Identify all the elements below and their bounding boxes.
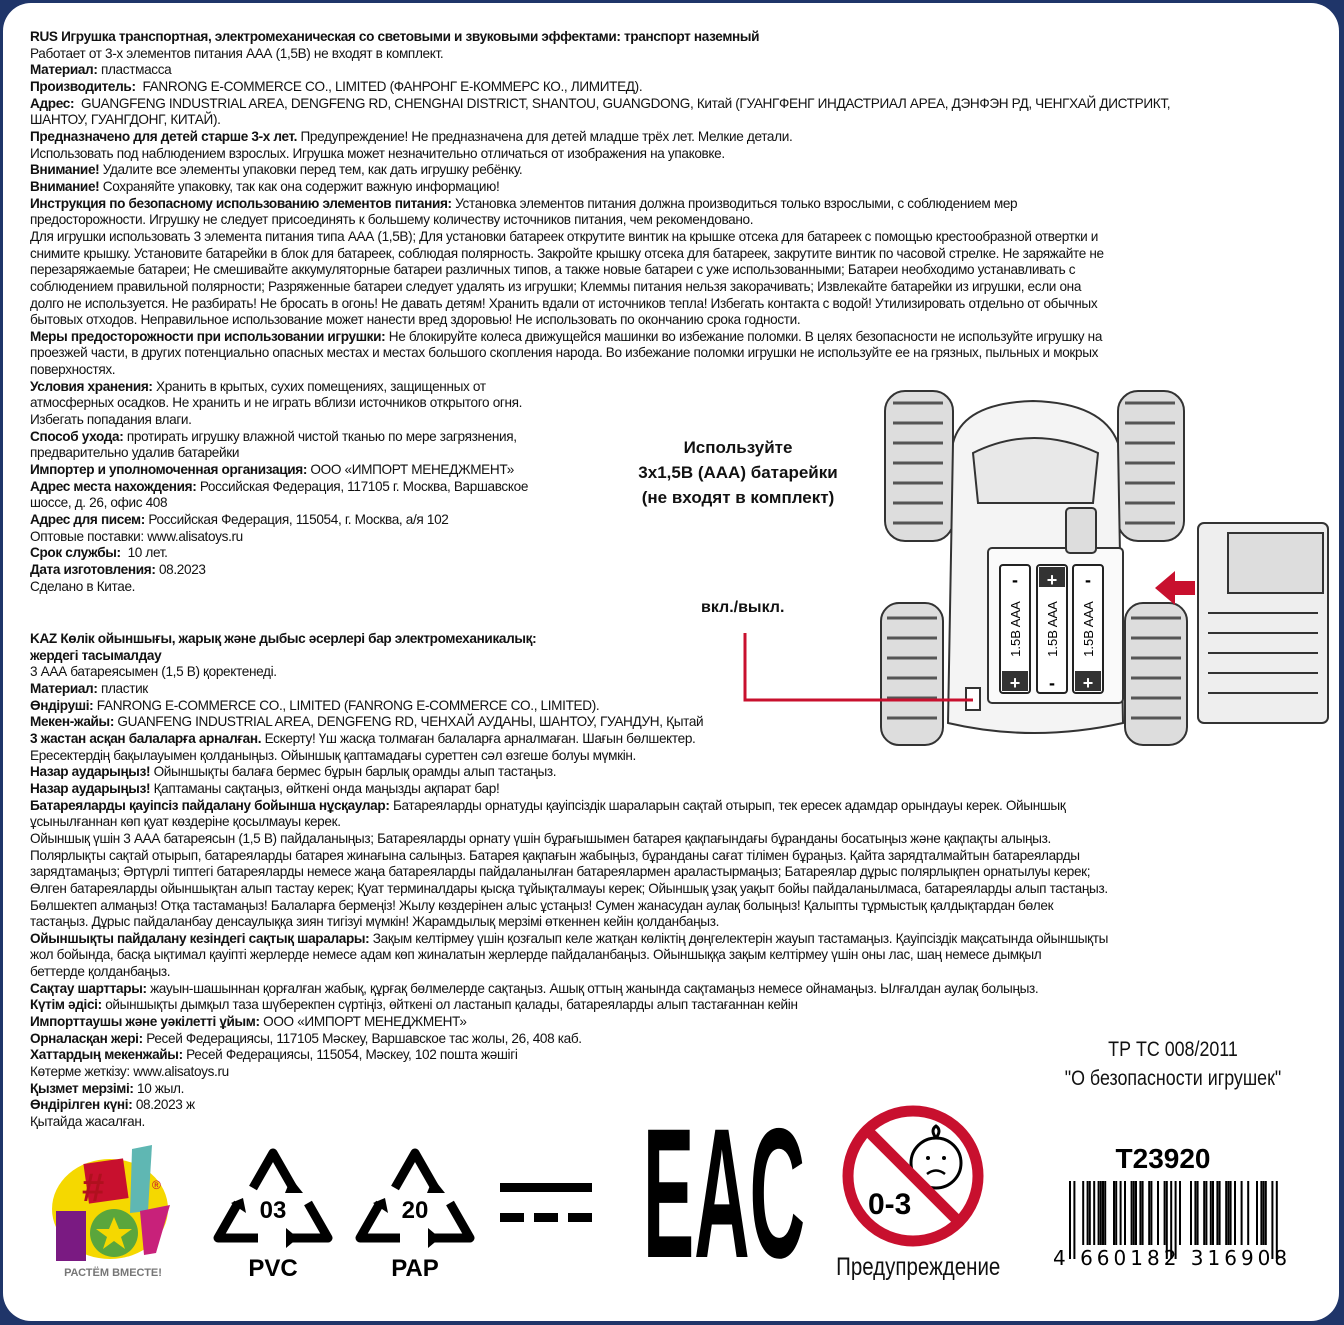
- barcode-bar: [1157, 1181, 1159, 1245]
- text-line-regular: долго не используется. Не разбирать! Не бросать в огонь! Не давать детям! Хранить вдали от источников тепла! Избегать контакта с водой! Утилизировать отдельно от обычных: [30, 295, 1098, 311]
- text-line-bold: Өндіруші:: [30, 697, 94, 713]
- article-number: T23920: [1115, 1143, 1211, 1174]
- text-line-regular: пластмасса: [97, 62, 172, 78]
- recycle-icon: [218, 1153, 328, 1248]
- barcode-bar: [1124, 1181, 1126, 1245]
- text-line-bold: Қызмет мерзімі:: [30, 1080, 134, 1096]
- tire-icon: [881, 603, 943, 745]
- text-line-bold: Сақтау шарттары:: [30, 980, 147, 996]
- barcode-bar: [1260, 1181, 1262, 1245]
- barcode-bar: [1133, 1181, 1135, 1245]
- text-line-regular: предварительно удалив батарейки: [30, 445, 240, 461]
- battery-label: 1.5B AAA: [1045, 601, 1060, 657]
- text-line-bold: Өндірілген күні:: [30, 1097, 133, 1113]
- text-line-bold: Меры предосторожности при использовании игрушки:: [30, 328, 386, 344]
- barcode-bar: [1230, 1181, 1232, 1245]
- text-line-regular: тастаңыз. Дұрыс пайдаланбау денсаулыққа зиян тигізуі мүмкін! Жарамдылық мерзімі өткеннен кейін қолданбаңыз.: [30, 914, 720, 930]
- barcode-bar: [1115, 1181, 1117, 1245]
- polarity-mark: -: [1012, 570, 1018, 590]
- text-line-regular: Использовать под наблюдением взрослых. Игрушка может незначительно отличаться от изображения на упаковке.: [30, 145, 725, 161]
- text-line-regular: перезаряжаемые батареи; Не смешивайте аккумуляторные батареи различных типов, а также новые батареи с уже использованными; Батареи необходимо устанавливать с: [30, 262, 1076, 278]
- text-line-regular: Ойыншық үшін 3 ААА батареясын (1,5 В) пайдаланыңыз; Батареяларды орнату үшін бұрағышымен батарея қақпағындағы бұранданы босатыңыз және қақпақты алыңыз.: [30, 830, 1051, 846]
- battery-label: 1.5B AAA: [1008, 601, 1023, 657]
- text-line-regular: предосторожности. Игрушку не следует присоединять к большему количеству источников питания, чем рекомендовано.: [30, 212, 754, 228]
- text-line-regular: Полярлықты сақтай отырып, батареяларды батарея жинағына салыңыз. Батарея қақпағын жабыңыз, бұранданы сағат тілімен бұраңыз. Қайта зарядталмайтын батареяларды: [30, 847, 1080, 863]
- barcode-bar: [1219, 1181, 1221, 1245]
- tire-icon: [1118, 391, 1184, 541]
- text-line-bold: Предназначено для детей старше 3-х лет.: [30, 128, 298, 144]
- text-line-regular: Сделано в Китае.: [30, 578, 136, 594]
- text-line-bold: Условия хранения:: [30, 378, 153, 394]
- text-line-regular: Ресей Федерациясы, 117105 Мәскеу, Варшавское тас жолы, 26, 408 каб.: [142, 1030, 582, 1046]
- text-line-bold: Мекен-жайы:: [30, 714, 114, 730]
- text-line-bold: Внимание!: [30, 178, 100, 194]
- standard-reference: [1046, 1035, 1301, 1093]
- text-line-bold: Импортер и уполномоченная организация:: [30, 462, 307, 478]
- text-line-regular: Қаптаманы сақтаңыз, өйткені онда маңызды ақпарат бар!: [150, 780, 500, 796]
- barcode-bar: [1205, 1181, 1207, 1245]
- barcode-bar: [1179, 1181, 1181, 1245]
- barcode-bar: [1197, 1181, 1199, 1245]
- text-line-regular: 10 лет.: [120, 545, 168, 561]
- text-line-regular: проезжей части, в других потенциально опасных местах и местах большого скопления народа. Во избежание поломки игрушки не используйте ее на грязных, пыльных и мокрых: [30, 345, 1099, 361]
- text-line-regular: поверхностях.: [30, 362, 116, 378]
- barcode-bar: [1241, 1181, 1243, 1245]
- recycle-code: 03: [259, 1197, 287, 1224]
- barcode-bar: [1087, 1181, 1089, 1245]
- text-line-regular: Российская Федерация, 117105 г. Москва, Варшавское: [196, 478, 529, 494]
- barcode-bar: [1148, 1181, 1150, 1245]
- text-line-regular: Российская Федерация, 115054, г. Москва, а/я 102: [144, 512, 449, 528]
- battery-icon: [1073, 565, 1103, 693]
- tire-icon: [1125, 603, 1187, 745]
- barcode-bar: [1256, 1181, 1258, 1245]
- recycle-icons: [213, 1143, 543, 1263]
- text-line-regular: атмосферных осадков. Не хранить и не играть вблизи источников открытого огня.: [30, 395, 523, 411]
- text-line-regular: Установка элементов питания должна производиться только взрослыми, с соблюдением мер: [451, 195, 1018, 211]
- barcode-bar: [1234, 1181, 1236, 1245]
- barcode-bar: [1120, 1181, 1122, 1245]
- barcode-bar: [1100, 1181, 1102, 1245]
- barcode-bar: [1135, 1181, 1137, 1245]
- text-line-regular: Предупреждение! Не предназначена для детей младше трёх лет. Мелкие детали.: [297, 128, 793, 144]
- text-line-regular: ұсынылғаннан көп қуат көздеріне қосылмауы керек.: [30, 814, 341, 830]
- text-line-bold: Батареяларды қауіпсіз пайдалану бойынша нұсқаулар:: [30, 797, 390, 813]
- barcode-bar: [1131, 1181, 1133, 1245]
- barcode-bar: [1265, 1181, 1267, 1245]
- age-warning-label: Предупреждение: [836, 1253, 1001, 1281]
- barcode-bar: [1082, 1181, 1084, 1245]
- svg-text:®: ®: [152, 1178, 161, 1192]
- barcode-bar: [1150, 1181, 1152, 1245]
- text-line-bold: Орналасқан жері:: [30, 1030, 143, 1046]
- text-line-bold: Назар аударыңыз!: [30, 780, 151, 796]
- barcode-bar: [1142, 1181, 1144, 1245]
- text-line-regular: 10 жыл.: [133, 1080, 185, 1096]
- age-restriction-icon: [838, 1101, 988, 1251]
- barcode-bar: [1190, 1181, 1192, 1245]
- svg-text:#: #: [82, 1166, 105, 1210]
- barcode-bar: [1212, 1181, 1214, 1245]
- barcode-bar: [1098, 1181, 1100, 1245]
- text-line-bold: Адрес места нахождения:: [30, 478, 197, 494]
- text-line-bold: Материал:: [30, 680, 98, 696]
- text-line-bold: KAZ Көлік ойыншығы, жарық және дыбыс әсерлері бар электромеханикалық:: [30, 631, 537, 646]
- barcode-bar: [1164, 1181, 1166, 1245]
- age-range-text: 0-3: [868, 1188, 912, 1221]
- text-line-regular: бытовых отходов. Неправильное использование может нанести вред здоровью! Не использовать по окончанию срока годности.: [30, 312, 801, 328]
- text-line-regular: Работает от 3-х элементов питания ААА (1,5В) не входят в комплект.: [30, 45, 444, 61]
- recycle-code: 20: [401, 1197, 429, 1224]
- text-line-regular: беттерде қолданбаңыз.: [30, 964, 171, 980]
- barcode-bar: [1104, 1181, 1106, 1245]
- text-line-bold: Материал:: [30, 62, 98, 78]
- text-line-regular: GUANGFENG INDUSTRIAL AREA, DENGFENG RD, CHENGHAI DISTRICT, SHANTOU, GUANGDONG, Китай (ГУАНГФЕНГ ИНДАСТРИАЛ АРЕА, ДЭНФЭН РД, ЧЕНГХАЙ ДИСТРИКТ,: [74, 95, 1171, 111]
- standard-code: ТР ТС 008/2011: [1108, 1038, 1238, 1061]
- text-line-regular: соблюдением правильной полярности; Разряженные батареи следует удалять из игрушки; Клеммы питания нельзя закорачивать; Извлекайте батарейки из игрушки, если она: [30, 278, 1082, 294]
- barcode-bar: [1093, 1181, 1095, 1245]
- text-line-regular: Зақым келтірмеу үшін қозғалып келе жатқан көліктің дөңгелектерін жауып тастамаңыз. Қауіпсіздік мақсатында ойыншықты: [369, 930, 1109, 946]
- switch-label: вкл./выкл.: [701, 599, 785, 616]
- eac-mark-icon: [641, 1089, 811, 1297]
- logo-slogan: РАСТЁМ ВМЕСТЕ!: [64, 1267, 162, 1279]
- text-line-regular: Ресей Федерациясы, 115054, Мәскеу, 102 пошта жәшігі: [182, 1047, 518, 1063]
- polarity-mark: +: [1009, 673, 1021, 693]
- text-line-bold: Күтім әдісі:: [30, 997, 102, 1013]
- text-line-bold: 3 жастан асқан балаларға арналған.: [30, 730, 262, 746]
- battery-icon: [1037, 565, 1067, 693]
- text-line-regular: Для игрушки использовать 3 элемента питания типа ААА (1,5В); Для установки батареек открутите винтик на крышке отсека для батареек с помощью крестообразной отвертки и: [30, 228, 1099, 244]
- text-line-regular: зарядтамаңыз; Әртүрлі типтегі батареяларды немесе жаңа батареяларды пайдаланылған батареялармен араластырмаңыз; Батареялар дұрыс полярлықпен орнатылуы керек;: [30, 864, 1091, 880]
- text-line-regular: Ойыншықты балаға бермес бұрын барлық орамды алып тастаңыз.: [150, 764, 557, 780]
- barcode-bar: [1194, 1181, 1196, 1245]
- barcode-bar: [1263, 1181, 1265, 1245]
- barcode-bar: [1139, 1181, 1141, 1245]
- text-line-bold: Назар аударыңыз!: [30, 764, 151, 780]
- text-line-regular: Көтерме жеткізу: www.alisatoys.ru: [30, 1064, 229, 1080]
- recycle-label-pap: PAP: [391, 1255, 439, 1282]
- text-line-regular: 3 ААА батареясымен (1,5 В) қоректенеді.: [30, 664, 277, 680]
- text-line-regular: Сохраняйте упаковку, так как она содержит важную информацию!: [99, 178, 500, 194]
- text-line-regular: снимите крышку. Установите батарейки в блок для батареек, соблюдая полярность. Закройте крышку отсека для батареек, закрутите винтик по часовой стрелке. Не заряжайте не: [30, 245, 1104, 261]
- text-line-bold: жердегі тасымалдау: [30, 647, 162, 663]
- arrow-left-icon: [1155, 571, 1195, 605]
- polarity-mark: -: [1049, 673, 1055, 693]
- text-line-regular: FANRONG E-COMMERCE CO., LIMITED (ФАНРОНГ Е-КОММЕРС КО., ЛИМИТЕД).: [135, 78, 643, 94]
- barcode-bar: [1113, 1181, 1115, 1245]
- text-line-bold: Внимание!: [30, 162, 100, 178]
- barcode-bar: [1216, 1181, 1218, 1245]
- text-line-regular: Батареяларды орнатуды қауіпсіздік шараларын сақтай отырып, тек ересек адамдар орындауы керек. Ойыншық: [389, 797, 1066, 813]
- text-line-regular: ООО «ИМПОРТ МЕНЕДЖМЕНТ»: [259, 1014, 467, 1030]
- barcode-bar: [1210, 1181, 1212, 1245]
- text-line-regular: Өлген батареяларды ойыншықтан алып тастау керек; Қуат терминалдары қысқа тұйықталмауы керек; Ойыншық ұзақ уақыт бойы пайдаланылмаса, батареяларды алып тастаңыз.: [30, 880, 1108, 896]
- barcode-bar: [1102, 1181, 1104, 1245]
- text-line-bold: Дата изготовления:: [30, 562, 156, 577]
- use-note-line: (не входят в комплект): [641, 488, 835, 507]
- battery-label: 1.5B AAA: [1081, 601, 1096, 657]
- text-line-bold: RUS Игрушка транспортная, электромеханическая со световыми и звуковыми эффектами: транспорт наземный: [30, 29, 760, 44]
- text-line-regular: пластик: [97, 680, 148, 696]
- text-line-regular: Ересектердің бақылауымен қолданыңыз. Ойыншық қаптамадағы суреттен сәл өзгеше болуы мүмкін.: [30, 747, 636, 763]
- text-line-regular: Избегать попадания влаги.: [30, 412, 192, 428]
- barcode-bar: [1089, 1181, 1091, 1245]
- text-line-regular: жауын-шашыннан қорғалған жабық, құрғақ бөлмелерде сақтаңыз. Ашық оттың жанында сақтамаңыз немесе ойнамаңыз. Ылғалдан аулақ болыңыз.: [146, 980, 1039, 996]
- barcode-bar: [1227, 1181, 1229, 1245]
- recycle-icon: [360, 1153, 470, 1248]
- text-line-bold: Адрес:: [30, 95, 75, 111]
- text-line-bold: Способ ухода:: [30, 428, 124, 444]
- recycle-label-pvc: PVC: [248, 1255, 298, 1282]
- polarity-mark: +: [1082, 673, 1094, 693]
- text-line-regular: Хранить в крытых, сухих помещениях, защищенных от: [152, 378, 486, 394]
- text-line-regular: ООО «ИМПОРТ МЕНЕДЖМЕНТ»: [307, 462, 514, 478]
- text-line-regular: ШАНТОУ, ГУАНГДОНГ, КИТАЙ).: [30, 112, 221, 128]
- brand-logo: [48, 1141, 178, 1266]
- text-line-regular: ойыншықты дымқыл таза шүберекпен сүртіңіз, өйткені ол ластанып қалады, батареяларды алып тастағаннан кейін: [101, 997, 798, 1013]
- standard-title: "О безопасности игрушек": [1064, 1067, 1282, 1090]
- text-line-bold: Ойыншықты пайдалану кезіндегі сақтық шаралары:: [30, 930, 370, 946]
- text-line-regular: Бөлшектеп алмаңыз! Отқа тастамаңыз! Балаларға бермеңіз! Жылу көздерінен алыс ұстаңыз! Сумен жанасудан аулақ болыңыз! Қалыпты тұрмыстық қалдықтардан бөлек: [30, 897, 1054, 913]
- text-line-bold: Хаттардың мекенжайы:: [30, 1047, 183, 1063]
- text-line-regular: шоссе, д. 26, офис 408: [30, 495, 168, 511]
- text-line-bold: Импорттаушы және уәкілетті ұйым:: [30, 1014, 260, 1030]
- use-note-line: 3х1,5В (ААА) батарейки: [638, 463, 838, 482]
- text-line-regular: Ескерту! Үш жасқа толмаған балаларға арналмаған. Шағын бөлшектер.: [261, 730, 696, 746]
- text-line-regular: 08.2023: [155, 562, 206, 577]
- eac-mark-text: EAC: [643, 1089, 805, 1297]
- text-line-regular: FANRONG E-COMMERCE CO., LIMITED (FANRONG E-COMMERCE CO., LIMITED).: [93, 697, 600, 713]
- barcode-digits: 4 660182 316908: [1053, 1246, 1292, 1270]
- text-line-bold: Адрес для писем:: [30, 512, 145, 528]
- text-line-regular: GUANFENG INDUSTRIAL AREA, DENGFENG RD, ЧЕНХАЙ АУДАНЫ, ШАНТОУ, ГУАНДУН, Қытай: [114, 714, 704, 730]
- barcode: [1065, 1181, 1285, 1251]
- use-note-line: Используйте: [683, 438, 793, 457]
- text-line-regular: протирать игрушку влажной чистой тканью по мере загрязнения,: [123, 428, 517, 444]
- text-line-regular: жол бойында, басқа ықтимал қауіпті жерлерде немесе адам көп жиналатын жерлерде пайдаланбаңыз. Ойыншыққа зақым келтірмеу үшін оны лас, шаң немесе дымқыл: [30, 947, 1042, 963]
- text-line-regular: Оптовые поставки: www.alisatoys.ru: [30, 528, 243, 544]
- dc-power-icon: [500, 1181, 595, 1226]
- text-line-regular: 08.2023 ж: [132, 1097, 195, 1113]
- barcode-bar: [1225, 1181, 1227, 1245]
- barcode-bar: [1203, 1181, 1205, 1245]
- product-label: [3, 3, 1339, 1321]
- text-line-bold: Срок службы:: [30, 545, 121, 561]
- text-line-regular: Удалите все элементы упаковки перед тем, как дать игрушку ребёнку.: [99, 162, 523, 178]
- polarity-mark: -: [1085, 570, 1091, 590]
- text-line-bold: Инструкция по безопасному использованию элементов питания:: [30, 195, 452, 211]
- barcode-bar: [1247, 1181, 1249, 1245]
- text-line-bold: Производитель:: [30, 78, 136, 94]
- text-line-regular: Не блокируйте колеса движущейся машинки во избежание поломки. В целях безопасности не используйте игрушку на: [385, 328, 1103, 344]
- tire-icon: [885, 391, 953, 541]
- polarity-mark: +: [1046, 570, 1058, 590]
- battery-icon: [1000, 565, 1030, 693]
- text-line-regular: Қытайда жасалған.: [30, 1114, 145, 1130]
